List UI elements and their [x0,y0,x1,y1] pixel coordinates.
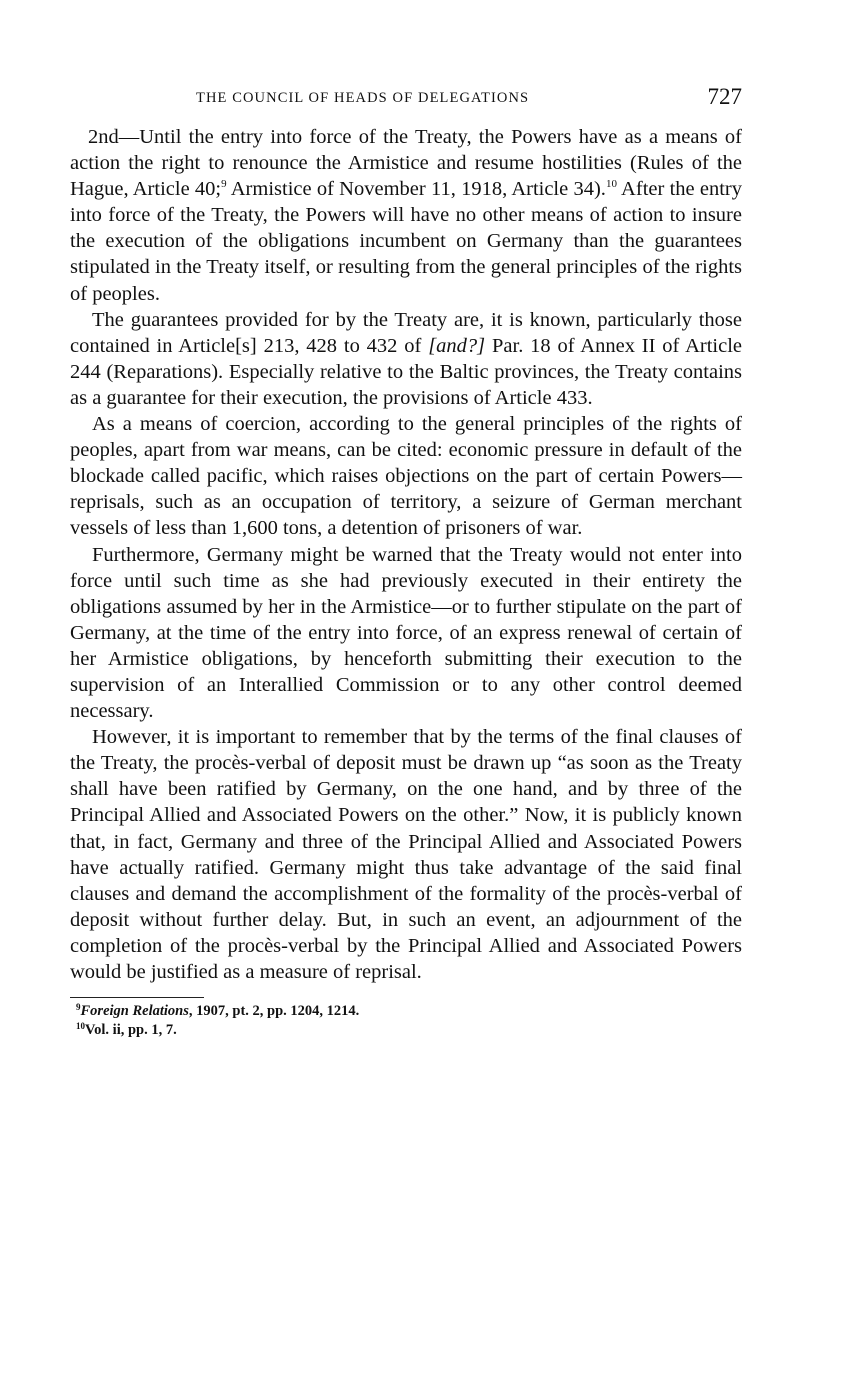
footnote-9-mark: 9 [76,1002,81,1013]
running-title: THE COUNCIL OF HEADS OF DELEGATIONS [196,90,530,106]
footnote-9-title: Foreign Relations [80,1003,189,1020]
paragraph-4: Furthermore, Germany might be warned that the Treaty would not enter into force until such time as she had previously executed in their entirety the obligations assumed by her in the Armistice—or to further stipulate on the part of Germany, at the time of the entry into force, of an express renewal of certain of her Armistice obligations, by henceforth submitting their execution to the supervision of an Interallied Commission or to any other control deemed necessary. [70,543,742,723]
paragraph-1-text-c: After the entry into force of the Treaty, the Powers will have no other means of action to insure the execution of the obligations incumbent on Germany than the guarantees stipulated in the Treaty itself, or resulting from the general principles of the rights of peoples. [70,178,742,305]
footnote-ref-9: 9 [221,178,227,191]
footnote-9 [76,1002,742,1021]
footnote-10-text: Vol. ii, pp. 1, 7. [85,1022,177,1039]
footnote-10-mark: 10 [76,1021,85,1032]
footnote-divider [70,997,204,998]
page-number: 727 [707,84,742,109]
paragraph-5: However, it is important to remember that by the terms of the final clauses of the Treaty, the procès-verbal of deposit must be drawn up “as soon as the Treaty shall have been ratified by Germany, on the one hand, and by three of the Principal Allied and Associated Powers on the other.” Now, it is publicly known that, in fact, Germany and three of the Principal Allied and Associated Powers have actually ratified. Germany might thus take advantage of the said final clauses and demand the accomplishment of the formality of the procès-verbal of deposit without further delay. But, in such an event, an adjournment of the completion of the procès-verbal by the Principal Allied and Associated Powers would be justified as a measure of reprisal. [70,726,742,983]
document-page [70,84,742,1040]
footnote-9-text: , 1907, pt. 2, pp. 1204, 1214. [188,1003,360,1020]
footnote-ref-10: 10 [605,178,617,191]
paragraph-3: As a means of coercion, according to the general principles of the rights of peoples, apart from war means, can be cited: economic pressure in default of the blockade called pacific, which raises objections on the part of certain Powers—reprisals, such as an occupation of territory, a seizure of German merchant vessels of less than 1,600 tons, a detention of prisoners of war. [70,413,742,540]
body-text [70,124,742,985]
paragraph-2-editorial-insert: [and?] [428,334,486,357]
paragraph-1-text-a: 2nd—Until the entry into force of the Treaty, the Powers have as a means of action the right to renounce the Armistice and resume hostilities (Rules of the Hague, Article 40; [70,126,742,201]
paragraph-1 [70,124,742,307]
footnote-10 [76,1021,742,1040]
paragraph-1-text-b: Armistice of November 11, 1918, Article 34). [226,178,606,201]
paragraph-2 [70,307,742,411]
paragraph-2-text-a: The guarantees provided for by the Treaty are, it is known, particularly those contained in Article[s] 213, 428 to 432 of [70,308,742,357]
paragraph-2-text-b: Par. 18 of Annex II of Article 244 (Reparations). Especially relative to the Baltic provinces, the Treaty contains as a guarantee for their execution, the provisions of Article 433. [70,334,743,409]
footnotes [70,1002,742,1040]
running-head [70,84,742,114]
